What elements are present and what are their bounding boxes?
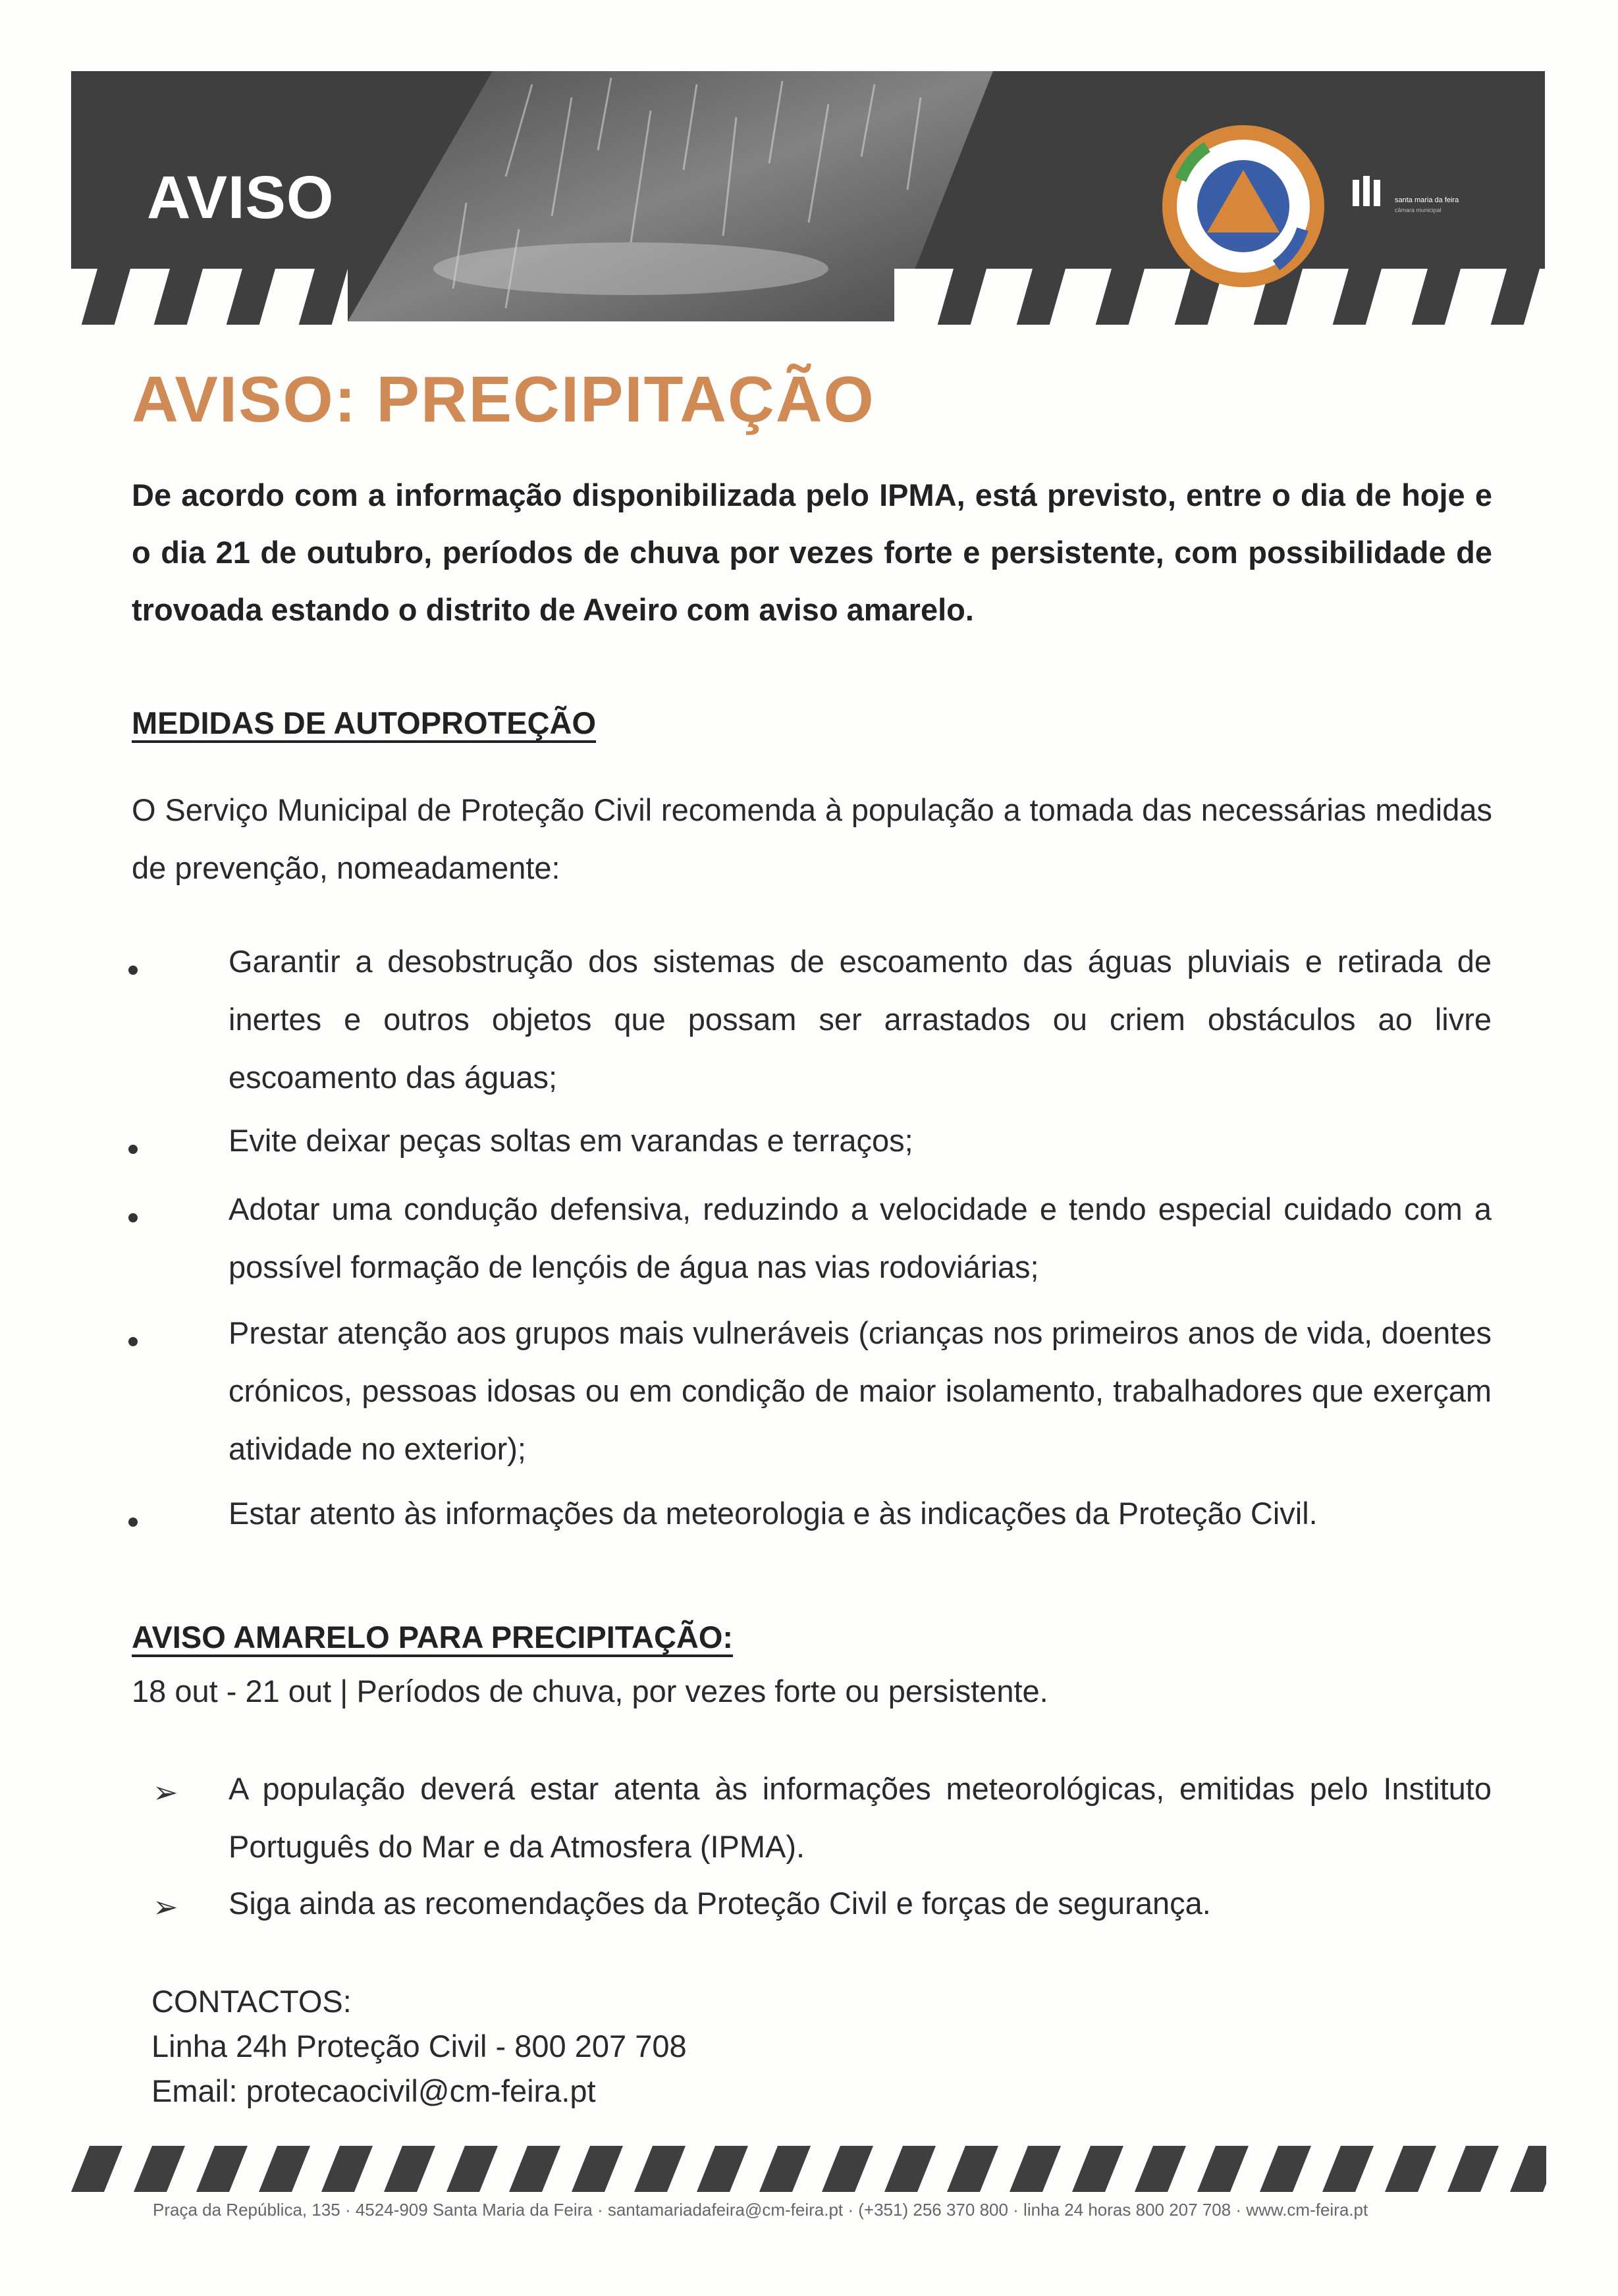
alert-item: A população deverá estar atenta às informações meteorológicas, emitidas pelo Instituto Português do Mar e da Atmosfera (IPMA). xyxy=(229,1771,1492,1864)
arrow-bullet-icon: ➢ xyxy=(153,1775,178,1809)
footer-stripe xyxy=(1260,2146,1311,2192)
footer-stripe xyxy=(1010,2146,1061,2192)
footer-stripes xyxy=(71,2146,1546,2192)
footer-stripe xyxy=(321,2146,373,2192)
intro-paragraph: De acordo com a informação disponibilizada pelo IPMA, está previsto, entre o dia de hoje e o dia 21 de outubro, períodos de chuva por vezes forte e persistente, com possibilidade de trovoada estando o distrito de Aveiro com aviso amarelo. xyxy=(132,478,1492,627)
measure-item: Prestar atenção aos grupos mais vulneráveis (crianças nos primeiros anos de vida, doentes crónicos, pessoas idosas ou em condição de maior isolamento, trabalhadores que exerçam atividade no exterior); xyxy=(229,1315,1492,1466)
footer-stripe xyxy=(697,2146,748,2192)
measures-heading: MEDIDAS DE AUTOPROTEÇÃO xyxy=(132,705,597,740)
footer-stripe xyxy=(134,2146,185,2192)
footer-stripe xyxy=(884,2146,936,2192)
footer-stripe xyxy=(1385,2146,1436,2192)
bullet-icon xyxy=(128,1517,138,1527)
bullet-icon xyxy=(128,1213,138,1222)
footer-stripe xyxy=(196,2146,248,2192)
footer-stripe xyxy=(509,2146,560,2192)
footer-stripe xyxy=(259,2146,310,2192)
bullet-icon xyxy=(128,1337,138,1346)
footer-stripe xyxy=(1447,2146,1499,2192)
footer-stripe xyxy=(759,2146,811,2192)
document-title: AVISO: PRECIPITAÇÃO xyxy=(132,363,875,435)
footer-stripe xyxy=(634,2146,686,2192)
camara-municipal-name: santa maria da feira xyxy=(1395,196,1459,204)
footer-stripe xyxy=(384,2146,435,2192)
footer-stripe xyxy=(822,2146,873,2192)
camara-municipal-subtitle: câmara municipal xyxy=(1395,207,1442,213)
measure-item: Evite deixar peças soltas em varandas e terraços; xyxy=(229,1123,913,1158)
arrow-bullet-icon: ➢ xyxy=(153,1890,178,1924)
footer-stripe xyxy=(446,2146,498,2192)
alert-heading: AVISO AMARELO PARA PRECIPITAÇÃO: xyxy=(132,1620,734,1654)
bullet-icon xyxy=(128,966,138,975)
camara-municipal-logo-icon xyxy=(1349,173,1386,210)
header-banner xyxy=(71,71,1545,325)
footer-stripe xyxy=(1072,2146,1123,2192)
alert-item: Siga ainda as recomendações da Proteção Civil e forças de segurança. xyxy=(229,1886,1211,1921)
footer-stripe xyxy=(1197,2146,1249,2192)
footer-stripe xyxy=(71,2146,122,2192)
measure-item: Garantir a desobstrução dos sistemas de escoamento das águas pluviais e retirada de inertes e outros objetos que possam ser arrastados ou criem obstáculos ao livre escoamento das águas; xyxy=(229,944,1492,1095)
contacts-phone: Linha 24h Proteção Civil - 800 207 708 xyxy=(151,2029,687,2064)
footer-stripe xyxy=(1322,2146,1374,2192)
measures-intro: O Serviço Municipal de Proteção Civil recomenda à população a tomada das necessárias medidas de prevenção, nomeadamente: xyxy=(132,792,1492,885)
measure-item: Estar atento às informações da meteorologia e às indicações da Proteção Civil. xyxy=(229,1496,1318,1531)
footer-address: Praça da República, 135 · 4524-909 Santa Maria da Feira · santamariadafeira@cm-feira.pt · (+351) 256 370 800 · linha 24 horas 800 207 708 · www.cm-feira.pt xyxy=(153,2200,1368,2220)
contacts-block xyxy=(151,1979,687,2114)
contacts-heading: CONTACTOS: xyxy=(151,1984,352,2019)
footer-stripe xyxy=(947,2146,998,2192)
footer-stripe xyxy=(1135,2146,1186,2192)
alert-period: 18 out - 21 out | Períodos de chuva, por vezes forte ou persistente. xyxy=(132,1674,1048,1708)
measure-item: Adotar uma condução defensiva, reduzindo a velocidade e tendo especial cuidado com a possível formação de lençóis de água nas vias rodoviárias; xyxy=(229,1191,1492,1284)
footer-stripe xyxy=(1510,2146,1546,2192)
footer-stripe xyxy=(572,2146,623,2192)
contacts-email: Email: protecaocivil@cm-feira.pt xyxy=(151,2073,596,2108)
protecao-civil-logo xyxy=(1161,124,1326,288)
banner-title: AVISO xyxy=(147,164,335,231)
bullet-icon xyxy=(128,1145,138,1154)
